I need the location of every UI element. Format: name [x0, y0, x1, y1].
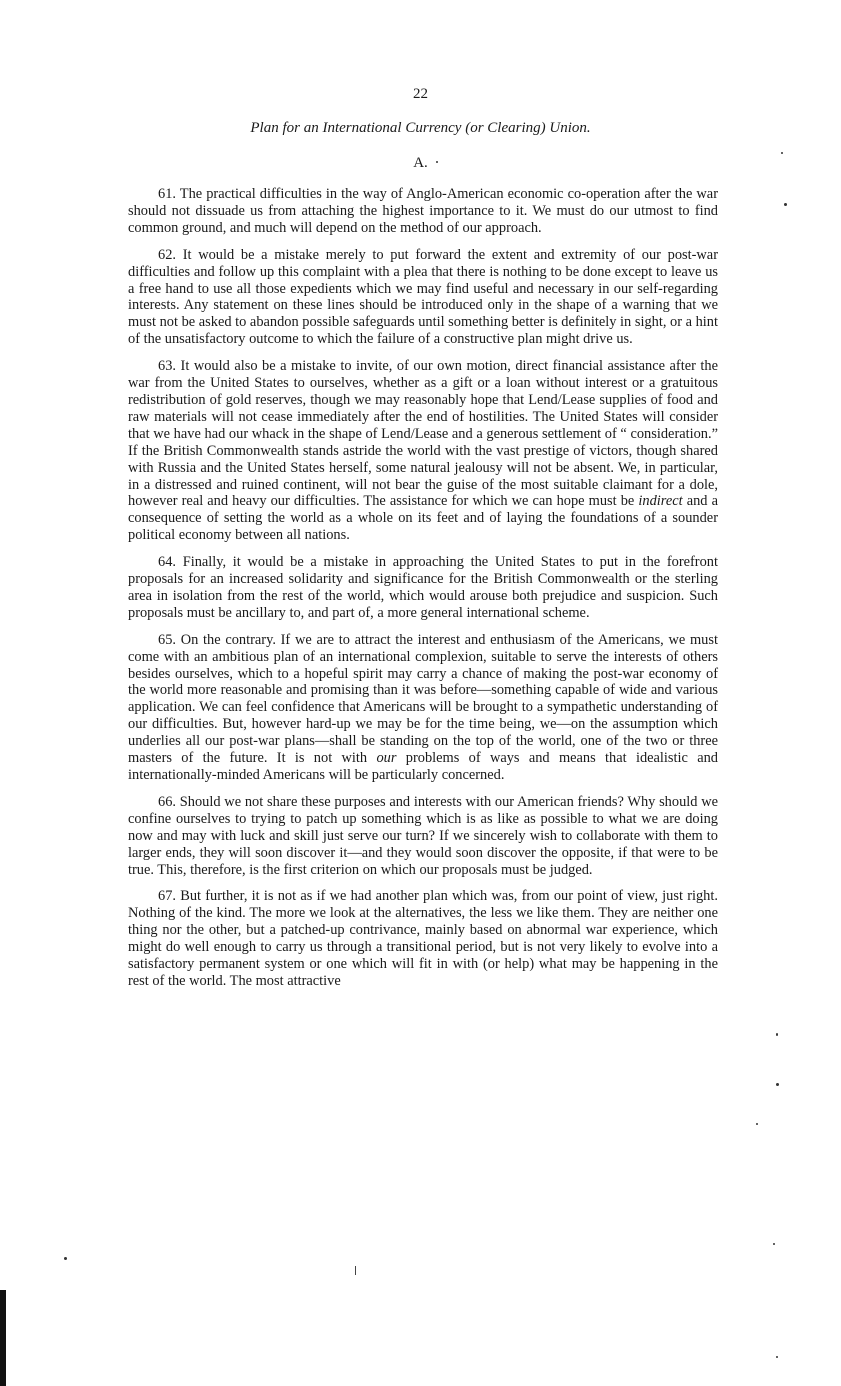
paragraph-text: It would be a mistake merely to put forward the extent and extremity of our post-war difficulties and follow up this complaint with a plea that there is nothing to be done except to leave us a free hand to use all those expedients which we may find useful and necessary in our self-regarding interests. Any statement on these lines should be introduced only in the shape of a warning that we must not be asked to abandon possible safeguards until something better is definitely in sight, or a hint of the unsatisfactory outcome to which the failure of a constructive plan might drive us. — [128, 246, 718, 348]
paragraph-text: On the contrary. If we are to attract the interest and enthusiasm of the Americans, we must come with an ambitious plan of an international complexion, suitable to serve the interests of others besides ourselves, which to a hopeful spirit may carry a chance of making the post-war economy of the world more reasonable and promising than it was before—something capable of wide and various application. We can feel confidence that Americans will be brought to a sympathetic understanding of our difficulties. But, however hard-up we may be for the time being, we—on the assumption which underlies all our post-war plans—shall be standing on the top of the world, one of the two or three masters of the future. It is not with — [128, 631, 718, 767]
paragraph-number: 67. — [158, 888, 176, 905]
scan-edge-bar — [0, 1290, 6, 1386]
paragraph-number: 61. — [158, 186, 176, 202]
paragraph-text: Finally, it would be a mistake in approaching the United States to put in the forefront proposals for an increased solidarity and significance for the British Commonwealth or the sterling area in isolation from the rest of the world, which would arouse both prejudice and suspicion. Such proposals must be ancillary to, and part of, a more general international scheme. — [128, 554, 718, 621]
page-number: 22 — [413, 86, 428, 102]
emphasized-word: our — [376, 750, 397, 767]
paragraph-number: 65. — [158, 631, 176, 648]
scan-speck — [756, 1123, 758, 1125]
paragraph-text-continued: and a consequence of setting the world as a whole on its feet and of laying the foundations of a sounder political economy between all nations. — [128, 493, 718, 544]
paragraph-number: 63. — [158, 358, 176, 375]
paragraph-66 — [128, 794, 718, 879]
paragraph-64 — [128, 554, 718, 622]
paragraph-text: The practical difficulties in the way of Anglo-American economic co-operation after the war should not dissuade us from attaching the highest importance to it. We must do our utmost to find common ground, and much will depend on the method of our approach. — [128, 186, 718, 236]
scan-speck — [781, 152, 783, 154]
document-title: Plan for an International Currency (or Clearing) Union. — [250, 120, 591, 136]
paragraph-63 — [128, 358, 718, 544]
paragraph-65 — [128, 632, 718, 784]
scan-speck — [776, 1033, 778, 1036]
scan-mark — [355, 1266, 356, 1275]
paragraph-text: It would also be a mistake to invite, of our own motion, direct financial assistance after the war from the United States to ourselves, whether as a gift or a loan without interest or a gratuitous redistribution of gold reserves, though we may reasonably hope that Lend/Lease supplies of food and raw materials will not cease immediately after the end of hostilities. The United States will consider that we have had our whack in the shape of Lend/Lease and a generous settlement of “ consideration.” If the British Commonwealth stands astride the world with the vast prestige of victors, though shared with Russia and the United States herself, some natural jealousy will not be absent. We, in particular, in a distressed and ruined continent, will not bear the guise of the most suitable claimant for a dole, however real and heavy our difficulties. The assistance for which we can hope must be — [128, 358, 718, 510]
scan-speck — [436, 161, 438, 163]
paragraph-text: Should we not share these purposes and interests with our American friends? Why should we confine ourselves to trying to patch up something which is as like as possible to what we are doing now and may with luck and skill just serve our turn? If we sincerely wish to collaborate with them to larger ends, they will soon discover it—and they would soon discover the opposite, if that were to be true. This, therefore, is the first criterion on which our proposals must be judged. — [128, 793, 718, 878]
scan-speck — [776, 1356, 778, 1358]
scan-speck — [64, 1257, 67, 1260]
scan-speck — [784, 203, 787, 206]
scan-speck — [776, 1083, 779, 1086]
paragraph-number: 66. — [158, 793, 176, 810]
paragraph-text: But further, it is not as if we had another plan which was, from our point of view, just right. Nothing of the kind. The more we look at the alternatives, the less we like them. They are neither one thing nor the other, but a patched-up contrivance, mainly based on abnormal war experience, which might do well enough to carry us through a transitional period, but is not very likely to evolve into a satisfactory permanent system or one which will fit in with (or help) what may be happening in the rest of the world. The most attractive — [128, 888, 718, 989]
paragraph-62 — [128, 247, 718, 348]
scan-speck — [773, 1243, 775, 1245]
paragraph-number: 62. — [158, 246, 176, 263]
section-label: A. — [413, 155, 428, 171]
emphasized-word: indirect — [638, 493, 683, 510]
paragraph-67 — [128, 888, 718, 989]
paragraph-text-continued: problems of ways and means that idealistic and internationally-minded Americans will be particularly concerned. — [128, 750, 718, 783]
paragraph-61 — [128, 186, 718, 237]
document-body — [128, 186, 718, 990]
paragraph-number: 64. — [158, 554, 176, 571]
